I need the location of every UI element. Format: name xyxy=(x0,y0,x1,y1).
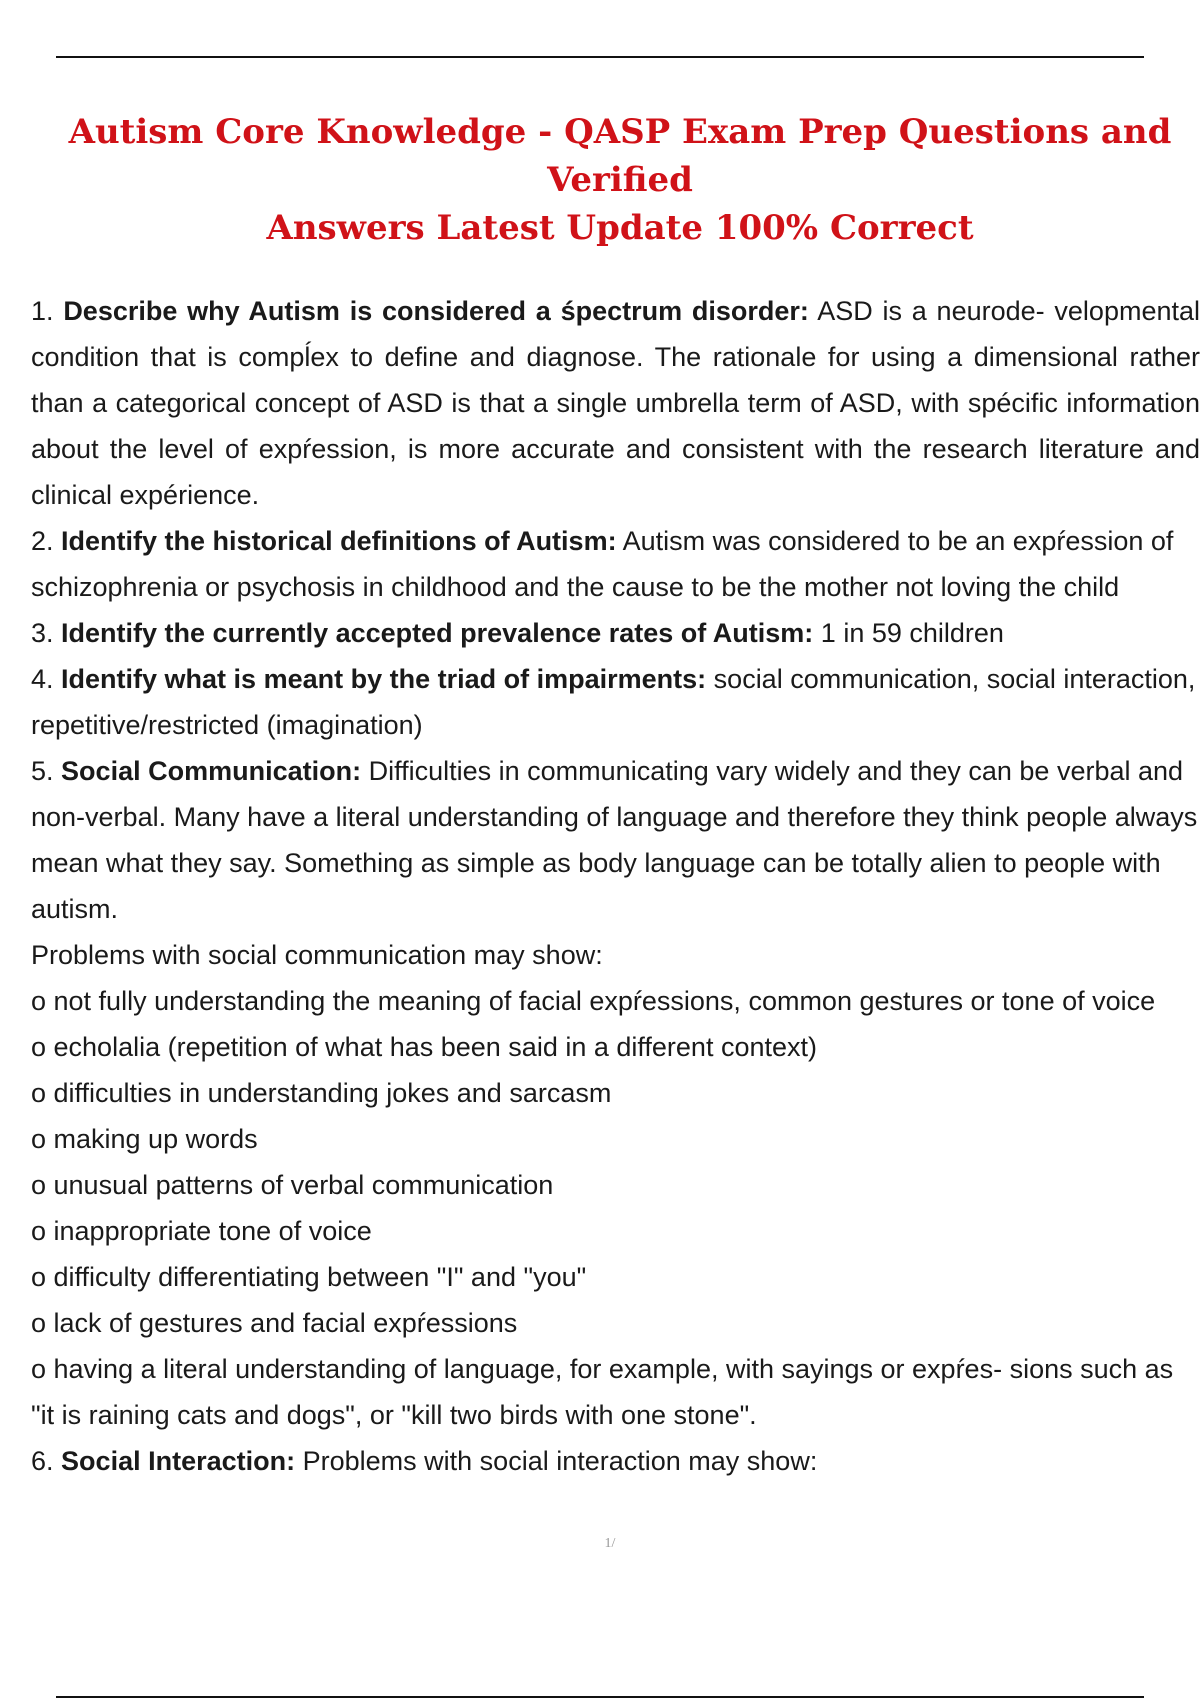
bullet-item: o echolalia (repetition of what has been said in a different context) xyxy=(31,1032,817,1062)
title-line-1: Autism Core Knowledge - QASP Exam Prep Questions and Verified xyxy=(68,112,1172,200)
qa-item-5 xyxy=(31,748,1200,932)
qa-item-6 xyxy=(31,1438,1200,1484)
item-answer: Difficulties in communicating vary widely and they can be verbal and non-verbal. Many have a literal understanding of language and therefore they think people always mean what they say. Something as simple as body language can be totally alien to people with autism. xyxy=(31,756,1198,924)
qa-item-4 xyxy=(31,656,1200,748)
bottom-rule xyxy=(56,1696,1144,1698)
top-rule xyxy=(56,56,1144,58)
bullet-item: o difficulties in understanding jokes and sarcasm xyxy=(31,1078,612,1108)
document-body xyxy=(31,288,1200,1484)
item-question: Identify the currently accepted prevalence rates of Autism: xyxy=(61,618,814,648)
item-answer: Autism was considered to be an expŕession of schizophrenia or psychosis in childhood and the cause to be the mother not loving the child xyxy=(31,526,1174,602)
item-question: Social Interaction: xyxy=(61,1446,296,1476)
item-question: Describe why Autism is considered a śpectrum disorder: xyxy=(63,296,809,326)
item-question: Identify what is meant by the triad of impairments: xyxy=(61,664,707,694)
qa-item-2 xyxy=(31,518,1200,610)
bullet-item: o having a literal understanding of language, for example, with sayings or expŕes- sions such as "it is raining cats and dogs", or "kill two birds with one stone". xyxy=(31,1354,1174,1430)
item-number: 6. xyxy=(31,1446,54,1476)
item-number: 2. xyxy=(31,526,54,556)
item-question: Social Communication: xyxy=(61,756,362,786)
document-title xyxy=(40,108,1200,252)
title-line-2: Answers Latest Update 100% Correct xyxy=(266,208,974,248)
item-answer: ASD is a neurode- velopmental condition that is compĺex to define and diagnose. The rationale for using a dimensional rather than a categorical concept of ASD is that a single umbrella term of ASD, with spécific information about the level of expŕession, is more accurate and consistent with the research literature and clinical expérience. xyxy=(31,296,1200,510)
item-number: 4. xyxy=(31,664,54,694)
bullet-item: o lack of gestures and facial expŕessions xyxy=(31,1308,518,1338)
item-answer: 1 in 59 children xyxy=(820,618,1004,648)
bullet-item: o not fully understanding the meaning of facial expŕessions, common gestures or tone of voice xyxy=(31,986,1156,1016)
item-number: 1. xyxy=(31,296,54,326)
item-answer: Problems with social interaction may show: xyxy=(302,1446,818,1476)
problems-intro: Problems with social communication may show: xyxy=(31,940,603,970)
page-number: 1/ xyxy=(604,1536,616,1551)
item-question: Identify the historical definitions of Autism: xyxy=(61,526,617,556)
bullet-item: o unusual patterns of verbal communication xyxy=(31,1170,554,1200)
bullet-item: o making up words xyxy=(31,1124,258,1154)
bullet-item: o difficulty differentiating between "I" and "you" xyxy=(31,1262,587,1292)
item-answer: social communication, social interaction, repetitive/restricted (imagination) xyxy=(31,664,1196,740)
qa-item-3 xyxy=(31,610,1200,656)
bullet-item: o inappropriate tone of voice xyxy=(31,1216,372,1246)
qa-item-1 xyxy=(31,288,1200,518)
item-number: 3. xyxy=(31,618,54,648)
item-number: 5. xyxy=(31,756,54,786)
